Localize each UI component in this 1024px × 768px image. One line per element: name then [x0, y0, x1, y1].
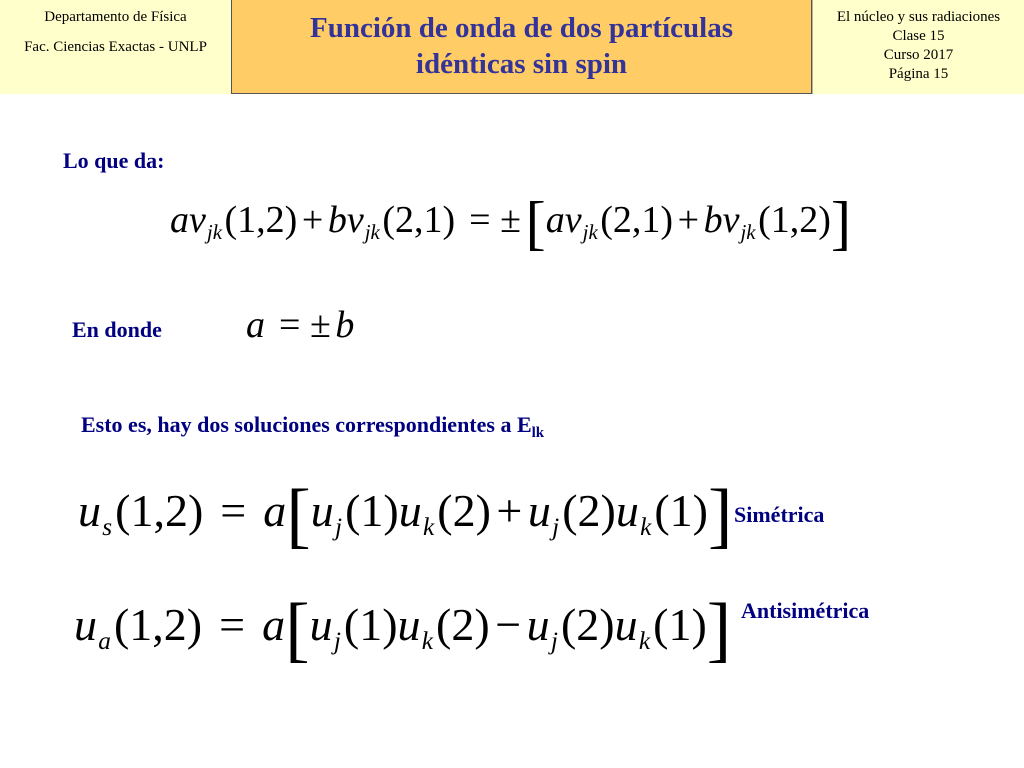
equation-exchange: avjk(1,2) + bvjk(2,1) = ±[avjk(2,1) + bvjk(1,2)] — [170, 189, 852, 257]
faculty-name: Fac. Ciencias Exactas - UNLP — [24, 39, 207, 55]
course-year: Curso 2017 — [883, 47, 954, 63]
esto-es-text: Esto es, hay dos soluciones correspondientes a E — [81, 412, 532, 437]
esto-es-label — [81, 412, 544, 446]
slide-title-line1: Función de onda de dos partículas — [309, 12, 733, 44]
equation-symmetric: us(1,2) = a[uj(1)uk(2) + uj(2)uk(1)] — [78, 473, 733, 556]
simetrica-label: Simétrica — [734, 502, 825, 527]
header-left-panel — [0, 0, 232, 94]
antisimetrica-label: Antisimétrica — [741, 598, 870, 623]
header-title-panel — [231, 0, 812, 94]
equation-a-pm-b: a = ± b — [246, 304, 355, 346]
esto-es-subscript: lk — [531, 425, 545, 441]
slide-title — [232, 10, 811, 82]
department-name: Departamento de Física — [44, 9, 187, 25]
lo-que-da-label: Lo que da: — [63, 148, 165, 173]
en-donde-label: En donde — [72, 317, 162, 342]
slide-title-line2: idénticas sin spin — [415, 48, 628, 80]
course-name: El núcleo y sus radiaciones — [836, 9, 1001, 25]
page-number: Página 15 — [888, 66, 949, 82]
class-number: Clase 15 — [892, 28, 945, 44]
header-right-panel — [812, 0, 1024, 94]
equation-antisymmetric: ua(1,2) = a[uj(1)uk(2) − uj(2)uk(1)] — [74, 587, 732, 670]
